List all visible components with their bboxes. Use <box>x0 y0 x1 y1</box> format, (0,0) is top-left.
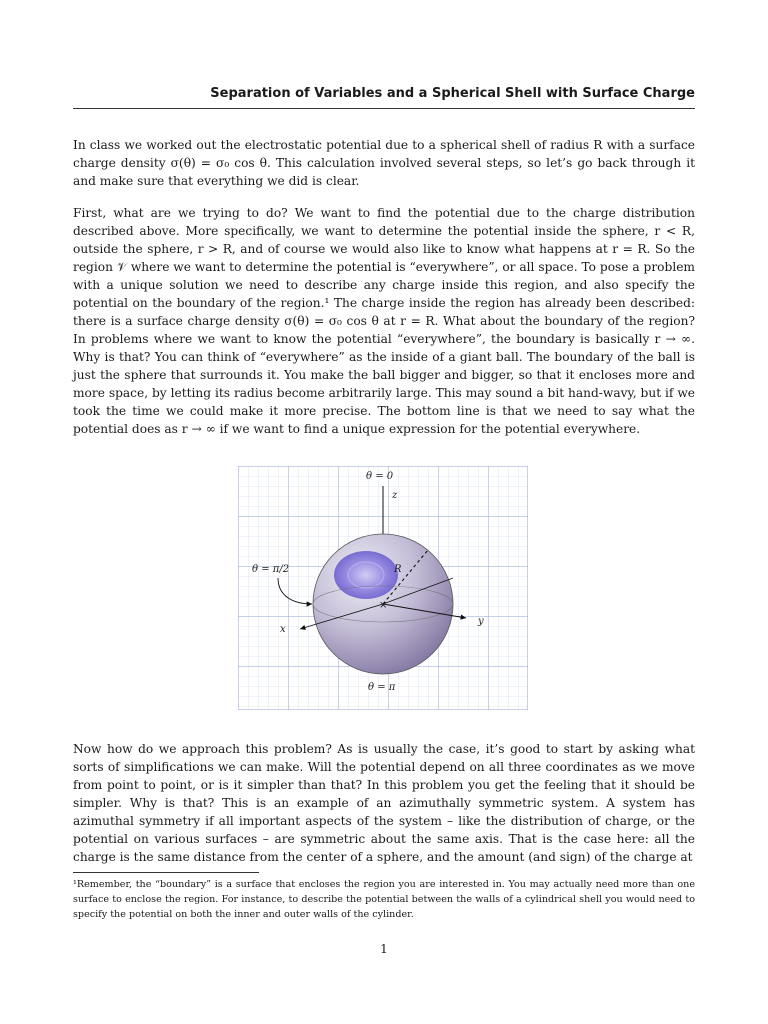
y-axis-label: y <box>478 616 484 627</box>
theta-zero-label: θ = 0 <box>366 471 394 482</box>
theta-pi-label: θ = π <box>368 682 396 693</box>
theta-pi-over-2-label: θ = π/2 <box>252 564 290 575</box>
center-mark: × <box>379 600 388 611</box>
surface-charge-cap <box>334 551 398 599</box>
page-header-title: Separation of Variables and a Spherical Shell with Surface Charge <box>210 86 695 101</box>
page-number: 1 <box>380 942 388 956</box>
paragraph-intro: In class we worked out the electrostatic potential due to a spherical shell of radius R with a surface charge density σ(θ) = σ₀ cos θ. This calculation involved several steps, so let’s go back through it and make sure that everything we did is clear. <box>73 138 695 188</box>
radius-label: R <box>394 564 402 575</box>
spherical-shell-figure <box>238 466 528 710</box>
header-rule <box>73 108 695 109</box>
z-axis-label: z <box>392 490 398 501</box>
paragraph-approach: Now how do we approach this problem? As is usually the case, it’s good to start by asking what sorts of simplifications we can make. Will the potential depend on all three coordinates as we move from point to point, or is it simpler than that? In this problem you get the feeling that it should be simpler. Why is that? This is an example of an azimuthally symmetric system. A system has azimuthal symmetry if all important aspects of the system – like the distribution of charge, or the potential on various surfaces – are symmetric about the same axis. That is the case here: all the charge is the same distance from the center of a sphere, and the amount (and sign) of the charge at <box>73 742 695 864</box>
footnote-rule <box>73 872 259 873</box>
x-axis-label: x <box>280 624 286 635</box>
footnote: ¹Remember, the “boundary” is a surface that encloses the region you are interested in. You may actually need more than one surface to enclose the region. For instance, to describe the potential between the walls of a cylindrical shell you would need to specify the potential on both the inner and outer walls of the cylinder. <box>73 879 695 920</box>
paragraph-goal: First, what are we trying to do? We want to find the potential due to the charge distribution described above. More specifically, we want to determine the potential inside the sphere, r < R, outside the sphere, r > R, and of course we would also like to know what happens at r = R. So the region 𝒱 where we want to determine the potential is “everywhere”, or all space. To pose a problem with a unique solution we need to describe any charge inside this region, and also specify the potential on the boundary of the region.¹ The charge inside the region has already been described: there is a surface charge density σ(θ) = σ₀ cos θ at r = R. What about the boundary of the region? In problems where we want to know the potential “everywhere”, the boundary is basically r → ∞. Why is that? You can think of “everywhere” as the inside of a giant ball. The boundary of the ball is just the sphere that surrounds it. You make the ball bigger and bigger, so that it encloses more and more space, by letting its radius become arbitrarily large. This may sound a bit hand-wavy, but if we took the time we could make it more precise. The bottom line is that we need to say what the potential does as r → ∞ if we want to find a unique expression for the potential everywhere. <box>73 206 695 436</box>
